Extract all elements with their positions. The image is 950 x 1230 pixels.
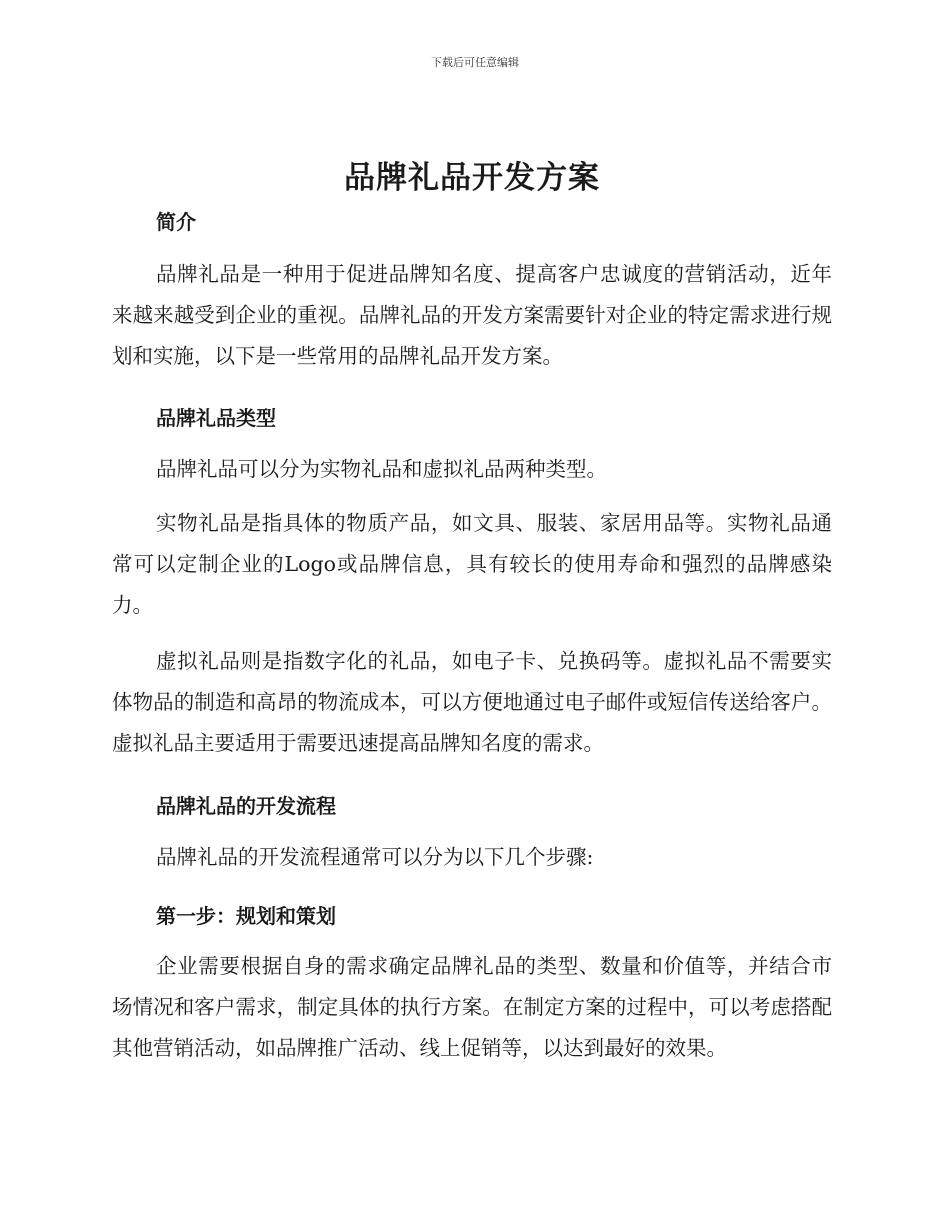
section-heading-gift-types: 品牌礼品类型: [156, 406, 276, 430]
paragraph-dev-process: 品牌礼品的开发流程通常可以分为以下几个步骤:: [156, 845, 594, 869]
paragraph-step-one: 企业需要根据自身的需求确定品牌礼品的类型、数量和价值等，并结合市场情况和客户需求，制定具体的执行方案。在制定方案的过程中，可以考虑搭配其他营销活动，如品牌推广活动、线上促销等，以达到最好的效果。: [112, 954, 832, 1060]
paragraph-intro: 品牌礼品是一种用于促进品牌知名度、提高客户忠诚度的营销活动，近年来越来越受到企业的重视。品牌礼品的开发方案需要针对企业的特定需求进行规划和实施，以下是一些常用的品牌礼品开发方案。: [112, 262, 832, 368]
section-heading-intro: 简介: [156, 210, 196, 234]
paragraph-gift-types-overview: 品牌礼品可以分为实物礼品和虚拟礼品两种类型。: [156, 457, 607, 481]
paragraph-physical-gifts: 实物礼品是指具体的物质产品，如文具、服装、家居用品等。实物礼品通常可以定制企业的Logo或品牌信息，具有较长的使用寿命和强烈的品牌感染力。: [112, 511, 832, 617]
page-header-note: 下载后可任意编辑: [431, 56, 519, 69]
section-heading-dev-process: 品牌礼品的开发流程: [156, 794, 336, 818]
section-heading-step-one: 第一步：规划和策划: [156, 904, 336, 928]
document-title: 品牌礼品开发方案: [344, 160, 600, 196]
paragraph-virtual-gifts: 虚拟礼品则是指数字化的礼品，如电子卡、兑换码等。虚拟礼品不需要实体物品的制造和高昂的物流成本，可以方便地通过电子邮件或短信传送给客户。虚拟礼品主要适用于需要迅速提高品牌知名度的需求。: [112, 649, 832, 755]
